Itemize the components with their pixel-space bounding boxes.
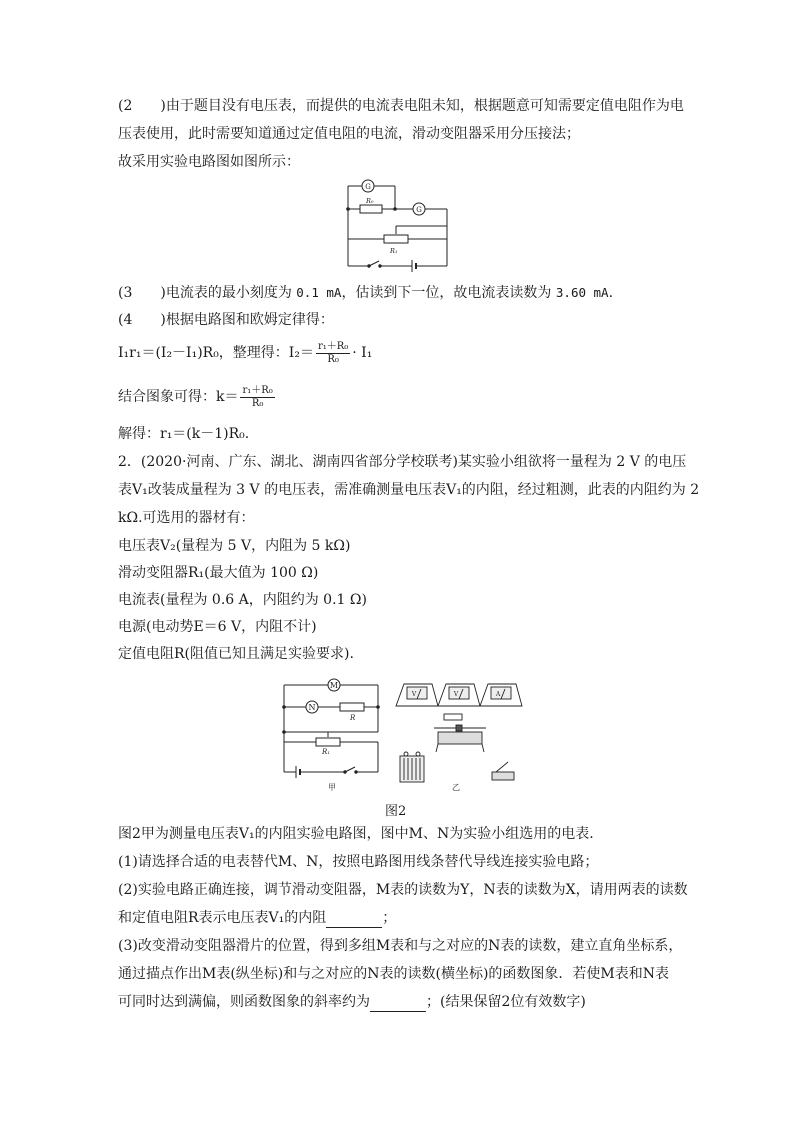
value-reading: 3.60 mA bbox=[555, 285, 609, 300]
circuit-figure-1 bbox=[340, 176, 460, 272]
meter-v2-label: V bbox=[453, 691, 459, 698]
r-label: R bbox=[350, 714, 356, 722]
sub-question-3-end bbox=[118, 992, 688, 1012]
meter-n-label: N bbox=[308, 703, 316, 712]
answer-blank[interactable] bbox=[326, 913, 382, 928]
solution-line-2: (2 )由于题目没有电压表，而提供的电流表电阻未知，根据题意可知需要定值电阻作为电 bbox=[118, 98, 684, 114]
fraction-numerator: r₁＋R₀ bbox=[242, 384, 273, 396]
question-2-line-1: 2．(2020·河南、广东、湖北、湖南四省部分学校联考)某实验小组欲将一量程为 2 V 的电压 bbox=[118, 454, 687, 470]
rheostat-icon bbox=[434, 725, 486, 752]
text-segment: ，估读到下一位，故电流表读数为 bbox=[341, 285, 556, 301]
meter-a-label: A bbox=[495, 691, 501, 698]
equipment-resistor: 定值电阻R(阻值已知且满足实验要求). bbox=[118, 646, 354, 662]
meter-v2-icon bbox=[438, 684, 480, 706]
equipment-rheostat: 滑动变阻器R₁(最大值为 100 Ω) bbox=[118, 565, 319, 581]
fraction-numerator: r₁＋R₀ bbox=[317, 340, 349, 352]
meter-m-label: M bbox=[329, 681, 339, 690]
question-2-line-3: kΩ.可选用的器材有： bbox=[118, 510, 255, 526]
figure-2-description: 图2甲为测量电压表V₁的内阻实验电路图，图中M、N为实验小组选用的电表. bbox=[118, 826, 594, 842]
equation-rhs: · I₁ bbox=[352, 345, 373, 361]
solution-line-4: (4 )根据电路图和欧姆定律得： bbox=[118, 312, 334, 328]
equation-lhs: 结合图象可得：k＝ bbox=[118, 389, 239, 405]
value-min-scale: 0.1 mA bbox=[296, 285, 342, 300]
galvanometer-2-label: G bbox=[416, 206, 422, 214]
text-segment: 可同时达到满偏，则函数图象的斜率约为 bbox=[118, 994, 370, 1010]
question-2-line-2: 表V₁改装成量程为 3 V 的电压表，需准确测量电压表V₁的内阻，经过粗测，此表的内阻约为 2 bbox=[118, 482, 700, 498]
figure-2-caption: 图2 bbox=[385, 804, 407, 819]
fraction bbox=[240, 385, 274, 410]
equation-line-2 bbox=[118, 384, 688, 410]
text-segment: ； bbox=[382, 910, 397, 926]
sub-question-2: (2)实验电路正确连接，调节滑动变阻器，M表的读数为Y，N表的读数为X，请用两表的读数 bbox=[118, 882, 688, 898]
meter-v1-icon bbox=[396, 684, 438, 706]
r1-label: R₁ bbox=[390, 247, 398, 255]
r0-label: R₀ bbox=[366, 197, 374, 205]
fraction-denominator: R₀ bbox=[251, 397, 264, 409]
circuit-figure-2-jia bbox=[276, 676, 388, 794]
solution-result: 解得：r₁＝(k－1)R₀. bbox=[118, 426, 250, 442]
fraction bbox=[316, 341, 350, 366]
text-segment: (3 )电流表的最小刻度为 bbox=[118, 285, 297, 301]
sub-question-3: (3)改变滑动变阻器滑片的位置，得到多组M表和与之对应的N表的读数，建立直角坐标系， bbox=[118, 938, 683, 954]
sub-caption-jia: 甲 bbox=[328, 783, 336, 792]
resistor-icon bbox=[444, 714, 462, 720]
solution-line-3 bbox=[118, 283, 688, 303]
meter-a-icon bbox=[480, 684, 522, 706]
equipment-power: 电源(电动势E＝6 V，内阻不计) bbox=[118, 619, 317, 635]
equipment-figure-2-yi bbox=[392, 676, 530, 794]
text-segment: . bbox=[608, 285, 614, 301]
equation-lhs: I₁r₁＝(I₂－I₁)R₀，整理得：I₂＝ bbox=[118, 345, 314, 361]
solution-line-2-cont: 压表使用，此时需要知道通过定值电阻的电流，滑动变阻器采用分压接法； bbox=[118, 126, 580, 142]
text-segment: 和定值电阻R表示电压表V₁的内阻 bbox=[118, 910, 327, 926]
answer-blank[interactable] bbox=[370, 997, 426, 1012]
galvanometer-1-label: G bbox=[365, 183, 371, 191]
sub-question-3-cont: 通过描点作出M表(纵坐标)和与之对应的N表的读数(横坐标)的函数图象．若使M表和N表 bbox=[118, 966, 670, 982]
r1-label: R₁ bbox=[322, 748, 331, 756]
sub-question-1: (1)请选择合适的电表替代M、N，按照电路图用线条替代导线连接实验电路； bbox=[118, 854, 599, 870]
figure-intro-line: 故采用实验电路图如图所示： bbox=[118, 154, 300, 170]
battery-icon bbox=[400, 752, 424, 782]
sub-question-2-cont bbox=[118, 908, 688, 928]
equipment-voltmeter: 电压表V₂(量程为 5 V，内阻为 5 kΩ) bbox=[118, 538, 351, 554]
equation-line-1 bbox=[118, 340, 688, 366]
text-segment: ；(结果保留2位有效数字) bbox=[426, 994, 586, 1010]
equipment-ammeter: 电流表(量程为 0.6 A，内阻约为 0.1 Ω) bbox=[118, 592, 367, 608]
fraction-denominator: R₀ bbox=[327, 353, 339, 365]
meter-v1-label: V bbox=[411, 691, 417, 698]
sub-caption-yi: 乙 bbox=[452, 783, 460, 792]
switch-icon bbox=[492, 762, 514, 780]
